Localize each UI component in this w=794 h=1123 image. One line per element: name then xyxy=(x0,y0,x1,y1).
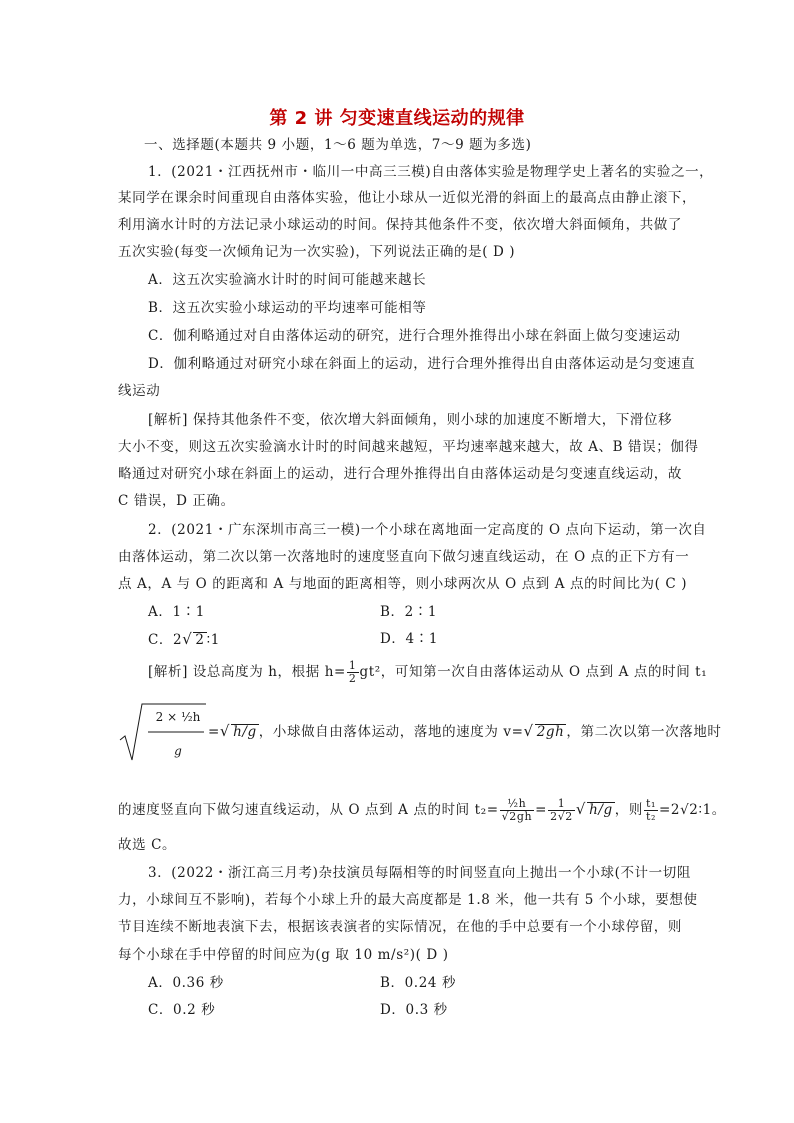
q1-stem-line: 利用滴水计时的方法记录小球运动的时间。保持其他条件不变，依次增大斜面倾角，共做了 xyxy=(118,217,682,233)
q3-stem-line: 力，小球间互不影响)，若每个小球上升的最大高度都是 1.8 米，他一共有 5 个小球，要想使 xyxy=(118,892,698,908)
q1-option-d-cont: 线运动 xyxy=(118,383,161,399)
q2-option-d: D．4∶1 xyxy=(380,631,439,647)
q1-stem-line: 某同学在课余时间重现自由落体实验，他让小球从一近似光滑的斜面上的最高点由静止滚下， xyxy=(118,190,697,206)
q2-option-a: A．1∶1 xyxy=(148,604,205,620)
q2-explanation-line: =√ h/g ，小球做自由落体运动，落地的速度为 v=√ 2gh ，第二次以第一次落地时 xyxy=(208,722,722,740)
q2-stem-line: 由落体运动，第二次以第一次落地时的速度竖直向下做匀速直线运动，在 O 点的正下方有一 xyxy=(118,549,690,565)
radical-numerator: 2 × ½h xyxy=(155,710,201,724)
q1-explanation-line: 大小不变，则这五次实验滴水计时的时间越来越短，平均速率越来越大，故 A、B 错误；伽得 xyxy=(118,439,699,455)
q3-option-b: B．0.24 秒 xyxy=(380,975,457,991)
q3-stem-line: 节目连续不断地表演下去，根据该表演者的实际情况，在他的手中总要有一个小球停留，则 xyxy=(118,919,682,935)
q1-option-a: A．这五次实验滴水计时的时间可能越来越长 xyxy=(148,272,427,288)
q3-option-d: D．0.3 秒 xyxy=(380,1002,448,1018)
q2-option-b: B．2∶1 xyxy=(380,604,438,620)
section-heading: 一、选择题(本题共 9 小题，1～6 题为单选，7～9 题为多选) xyxy=(144,137,532,153)
q3-stem-line: 3．(2022・浙江高三月考)杂技演员每隔相等的时间竖直向上抛出一个小球(不计一切阻 xyxy=(148,865,691,881)
q2-option-c: C．2√ 2 ∶1 xyxy=(148,630,220,648)
q3-option-c: C．0.2 秒 xyxy=(148,1002,216,1018)
q1-option-c: C．伽利略通过对自由落体运动的研究，进行合理外推得出小球在斜面上做匀变速运动 xyxy=(148,328,681,344)
q1-stem-line: 五次实验(每变一次倾角记为一次实验)，下列说法正确的是( D ) xyxy=(118,244,516,260)
page-title: 第 2 讲 匀变速直线运动的规律 xyxy=(269,108,525,129)
q1-option-b: B．这五次实验小球运动的平均速率可能相等 xyxy=(148,300,427,316)
q2-explanation-line: [解析] 设总高度为 h，根据 h= $\frac{1}{2}$ gt²，可知第一次自由落体运动从 O 点到 A 点的时间 t₁ xyxy=(148,659,708,685)
q3-stem-line: 每个小球在手中停留的时间应为(g 取 10 m/s²)( D ) xyxy=(118,947,449,963)
q2-explanation-line: 的速度竖直向下做匀速直线运动，从 O 点到 A 点的时间 t₂= $\frac{\text{½h}}{√2gh}$ = $\frac{1}{2√2}$ √ h/g ，则 $\frac{\text{t₁}}{\text{t₂}}$ =2√2∶1。 xyxy=(118,797,726,823)
q2-stem-line: 点 A，A 与 O 的距离和 A 与地面的距离相等，则小球两次从 O 点到 A 点的时间比为( C ) xyxy=(118,576,688,592)
q1-explanation-line: 略通过对研究小球在斜面上的运动，进行合理外推得出自由落体运动是匀变速直线运动，故 xyxy=(118,466,682,482)
q1-explanation-line: C 错误，D 正确。 xyxy=(118,493,235,509)
q1-explanation-line: [解析] 保持其他条件不变，依次增大斜面倾角，则小球的加速度不断增大，下滑位移 xyxy=(148,412,673,428)
q2-stem-line: 2．(2021・广东深圳市高三一模)一个小球在离地面一定高度的 O 点向下运动，第一次自 xyxy=(148,522,707,538)
q3-option-a: A．0.36 秒 xyxy=(148,975,224,991)
radical-denominator: g xyxy=(174,744,182,758)
q2-explanation-line: 故选 C。 xyxy=(118,837,177,853)
q1-option-d: D．伽利略通过对研究小球在斜面上的运动，进行合理外推得出自由落体运动是匀变速直 xyxy=(148,356,696,372)
q1-stem-line: 1．(2021・江西抚州市・临川一中高三三模)自由落体实验是物理学史上著名的实验之一， xyxy=(148,164,714,180)
